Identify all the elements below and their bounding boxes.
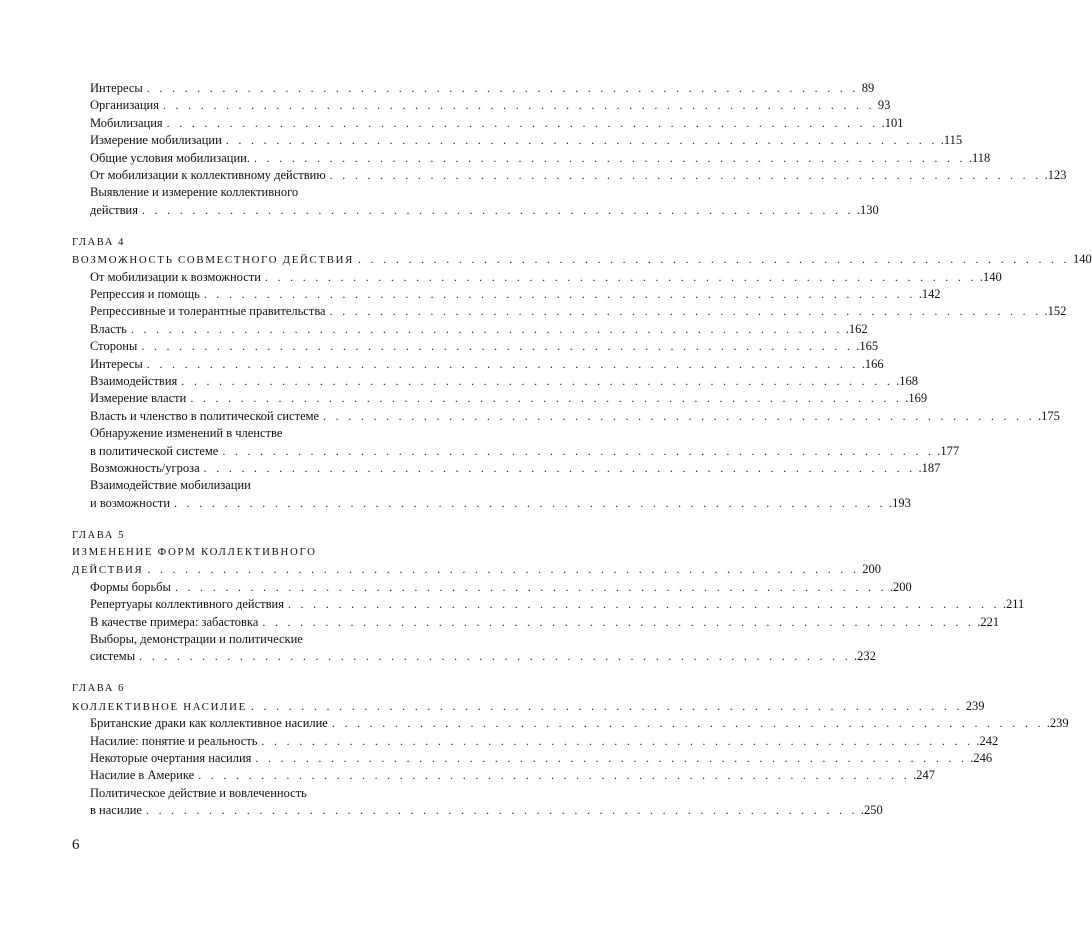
toc-entry	[90, 286, 941, 303]
toc-entry	[90, 767, 935, 784]
entry-page-number: 140	[1070, 251, 1092, 268]
toc-entry	[90, 785, 516, 802]
toc-entry	[90, 390, 928, 407]
dot-leader: . . . . . . . . . . . . . . . . . . . . . . . . . . . . . . . . . . . . . . . . . . . . . . . . . . . . . . . . .	[145, 803, 858, 818]
dot-leader: . . . . . . . . . . . . . . . . . . . . . . . . . . . . . . . . . . . . . . . . . . . . . . . . . . . . . . . . .	[166, 115, 879, 130]
toc-entry	[90, 460, 941, 477]
entry-page-number: .242	[973, 733, 998, 750]
entry-page-number: .187	[916, 460, 941, 477]
entry-text: Интересы	[90, 80, 147, 97]
entry-text: Репертуары коллективного действия	[90, 596, 288, 613]
toc-entry	[90, 477, 516, 494]
entry-page-number: .123	[1042, 167, 1067, 184]
entry-text: в политической системе	[90, 443, 222, 460]
entry-text: Взаимодействия	[90, 373, 181, 390]
toc-entry	[90, 321, 868, 338]
entry-text: и возможности	[90, 495, 174, 512]
entry-text: От мобилизации к возможности	[90, 269, 265, 286]
entry-text: системы	[90, 648, 139, 665]
entry-text: Политическое действие и вовлеченность	[90, 785, 307, 800]
toc-entry	[90, 408, 1060, 425]
entry-text: Выборы, демонстрации и политические	[90, 632, 303, 646]
entry-text: действия	[90, 202, 142, 219]
dot-leader: . . . . . . . . . . . . . . . . . . . . . . . . . . . . . . . . . . . . . . . . . . . . . . . . . . . . . . . . .	[323, 408, 1035, 423]
entry-page-number: .142	[916, 286, 941, 303]
entry-text: Стороны	[90, 338, 141, 355]
entry-text: Организация	[90, 97, 163, 114]
toc-entry	[90, 97, 891, 114]
chapter-title	[72, 561, 882, 578]
dot-leader: . . . . . . . . . . . . . . . . . . . . . . . . . . . . . . . . . . . . . . . . . . . . . . . . . . . . . . . . .	[141, 339, 854, 354]
entry-page-number: 239	[963, 698, 985, 715]
dot-leader: . . . . . . . . . . . . . . . . . . . . . . . . . . . . . . . . . . . . . . . . . . . . . . . . . . . . . . . . .	[181, 373, 894, 388]
dot-leader: . . . . . . . . . . . . . . . . . . . . . . . . . . . . . . . . . . . . . . . . . . . . . . . . . . . . . . . . .	[225, 133, 938, 148]
dot-leader: . . . . . . . . . . . . . . . . . . . . . . . . . . . . . . . . . . . . . . . . . . . . . . . . . . . . . . . . .	[146, 81, 859, 95]
entry-page-number: .165	[853, 338, 878, 355]
dot-leader: . . . . . . . . . . . . . . . . . . . . . . . . . . . . . . . . . . . . . . . . . . . . . . . . . . . . . . . . .	[253, 150, 966, 165]
toc-entry	[90, 443, 960, 460]
dot-leader: . . . . . . . . . . . . . . . . . . . . . . . . . . . . . . . . . . . . . . . . . . . . . . . . . . . . . . . . .	[190, 391, 903, 406]
toc-entry	[90, 269, 1002, 286]
entry-page-number: .166	[859, 356, 884, 373]
entry-text: ДЕЙСТВИЯ	[72, 562, 147, 579]
entry-page-number: .168	[893, 373, 918, 390]
toc-entry	[90, 303, 1067, 320]
entry-text: Измерение мобилизации	[90, 132, 226, 149]
dot-leader: . . . . . . . . . . . . . . . . . . . . . . . . . . . . . . . . . . . . . . . . . . . . . . . . . . . . . . . . .	[147, 562, 860, 577]
entry-text: ВОЗМОЖНОСТЬ СОВМЕСТНОГО ДЕЙСТВИЯ	[72, 252, 358, 269]
dot-leader: . . . . . . . . . . . . . . . . . . . . . . . . . . . . . . . . . . . . . . . . . . . . . . . . . . . . . . . . .	[174, 579, 887, 594]
toc-entry	[90, 150, 991, 167]
toc-entry	[90, 425, 516, 442]
entry-page-number: .193	[886, 495, 911, 512]
toc-entry	[90, 596, 1025, 613]
entry-text: Интересы	[90, 356, 147, 373]
toc-entry	[90, 132, 963, 149]
entry-page-number: .250	[858, 802, 883, 819]
chapter-label: ГЛАВА 6	[72, 683, 125, 695]
entry-page-number: .115	[938, 132, 962, 149]
entry-text: Власть	[90, 321, 131, 338]
dot-leader: . . . . . . . . . . . . . . . . . . . . . . . . . . . . . . . . . . . . . . . . . . . . . . . . . . . . . . . . .	[203, 286, 916, 301]
entry-page-number: 89	[859, 80, 875, 97]
toc-entry	[90, 579, 912, 596]
toc-entry	[90, 373, 919, 390]
chapter-title	[72, 544, 516, 561]
dot-leader: . . . . . . . . . . . . . . . . . . . . . . . . . . . . . . . . . . . . . . . . . . . . . . . . . . . . . . . . .	[331, 716, 1044, 731]
entry-page-number: .140	[977, 269, 1002, 286]
entry-page-number: .175	[1035, 408, 1060, 425]
toc-entry	[90, 750, 993, 767]
dot-leader: . . . . . . . . . . . . . . . . . . . . . . . . . . . . . . . . . . . . . . . . . . . . . . . . . . . . . . . . .	[329, 168, 1042, 182]
dot-leader: . . . . . . . . . . . . . . . . . . . . . . . . . . . . . . . . . . . . . . . . . . . . . . . . . . . . . . . . .	[141, 202, 854, 217]
entry-text: Обнаружение изменений в членстве	[90, 426, 283, 441]
dot-leader: . . . . . . . . . . . . . . . . . . . . . . . . . . . . . . . . . . . . . . . . . . . . . . . . . . . . . . . . .	[264, 269, 977, 284]
toc-entry	[90, 648, 876, 665]
chapter-label: ГЛАВА 5	[72, 529, 125, 541]
dot-leader: . . . . . . . . . . . . . . . . . . . . . . . . . . . . . . . . . . . . . . . . . . . . . . . . . . . . . . . . .	[203, 460, 916, 475]
dot-leader: . . . . . . . . . . . . . . . . . . . . . . . . . . . . . . . . . . . . . . . . . . . . . . . . . . . . . . . . .	[250, 698, 963, 713]
toc-entry	[90, 202, 879, 219]
entry-page-number: .200	[887, 579, 912, 596]
entry-text: в насилие	[90, 802, 146, 819]
entry-page-number: .118	[966, 150, 990, 167]
entry-page-number: .162	[843, 321, 868, 338]
dot-leader: . . . . . . . . . . . . . . . . . . . . . . . . . . . . . . . . . . . . . . . . . . . . . . . . . . . . . . . . .	[198, 768, 911, 783]
dot-leader: . . . . . . . . . . . . . . . . . . . . . . . . . . . . . . . . . . . . . . . . . . . . . . . . . . . . . . . . .	[287, 597, 1000, 612]
entry-page-number: .239	[1044, 715, 1069, 732]
entry-text: От мобилизации к коллективному действию	[90, 167, 330, 184]
dot-leader: . . . . . . . . . . . . . . . . . . . . . . . . . . . . . . . . . . . . . . . . . . . . . . . . . . . . . . . . .	[162, 98, 875, 113]
entry-page-number: .101	[879, 115, 904, 132]
toc-entry	[90, 802, 883, 819]
entry-page-number: .221	[974, 614, 999, 631]
entry-text: КОЛЛЕКТИВНОЕ НАСИЛИЕ	[72, 699, 251, 716]
entry-text: Взаимодействие мобилизации	[90, 478, 251, 493]
entry-text: Репрессия и помощь	[90, 286, 204, 303]
toc-entry	[90, 338, 879, 355]
toc-entry	[90, 614, 1000, 631]
dot-leader: . . . . . . . . . . . . . . . . . . . . . . . . . . . . . . . . . . . . . . . . . . . . . . . . . . . . . . . . .	[261, 733, 974, 748]
dot-leader: . . . . . . . . . . . . . . . . . . . . . . . . . . . . . . . . . . . . . . . . . . . . . . . . . . . . . . . . .	[174, 495, 886, 510]
chapter-title	[72, 698, 985, 715]
entry-text: Выявление и измерение коллективного	[90, 185, 299, 200]
entry-text: Мобилизация	[90, 115, 167, 132]
toc-entry	[90, 115, 904, 132]
toc-entry	[90, 167, 1067, 184]
entry-text: Власть и членство в политической системе	[90, 408, 323, 425]
entry-text: Репрессивные и толерантные правительства	[90, 303, 330, 320]
dot-leader: . . . . . . . . . . . . . . . . . . . . . . . . . . . . . . . . . . . . . . . . . . . . . . . . . . . . . . . . .	[329, 304, 1042, 319]
dot-leader: . . . . . . . . . . . . . . . . . . . . . . . . . . . . . . . . . . . . . . . . . . . . . . . . . . . . . . . . .	[262, 614, 975, 629]
toc-entry	[90, 495, 911, 512]
entry-text: Общие условия мобилизации.	[90, 150, 254, 167]
entry-text: ИЗМЕНЕНИЕ ФОРМ КОЛЛЕКТИВНОГО	[72, 544, 317, 561]
chapter-label: ГЛАВА 4	[72, 236, 125, 248]
entry-text: В качестве примера: забастовка	[90, 614, 262, 631]
entry-text: Насилие в Америке	[90, 767, 198, 784]
dot-leader: . . . . . . . . . . . . . . . . . . . . . . . . . . . . . . . . . . . . . . . . . . . . . . . . . . . . . . . . .	[130, 321, 843, 336]
toc-entry	[90, 356, 884, 373]
entry-text: Насилие: понятие и реальность	[90, 733, 261, 750]
entry-page-number: .246	[967, 750, 992, 767]
dot-leader: . . . . . . . . . . . . . . . . . . . . . . . . . . . . . . . . . . . . . . . . . . . . . . . . . . . . . . . . .	[146, 356, 859, 371]
dot-leader: . . . . . . . . . . . . . . . . . . . . . . . . . . . . . . . . . . . . . . . . . . . . . . . . . . . . . . . . .	[358, 252, 1070, 267]
entry-page-number: 200	[859, 561, 881, 578]
dot-leader: . . . . . . . . . . . . . . . . . . . . . . . . . . . . . . . . . . . . . . . . . . . . . . . . . . . . . . . . .	[139, 649, 852, 664]
toc-entry	[90, 715, 1069, 732]
entry-page-number: 93	[875, 97, 891, 114]
entry-text: Формы борьбы	[90, 579, 175, 596]
entry-page-number: .152	[1042, 303, 1067, 320]
toc-entry	[90, 184, 516, 201]
entry-page-number: .169	[902, 390, 927, 407]
entry-text: Некоторые очертания насилия	[90, 750, 255, 767]
toc-entry	[90, 733, 999, 750]
entry-text: Возможность/угроза	[90, 460, 204, 477]
entry-page-number: .232	[851, 648, 876, 665]
chapter-title	[72, 251, 1092, 268]
toc-entry	[90, 631, 516, 648]
entry-text: Британские драки как коллективное насилие	[90, 715, 332, 732]
entry-page-number: .211	[1000, 596, 1024, 613]
entry-text: Измерение власти	[90, 390, 190, 407]
dot-leader: . . . . . . . . . . . . . . . . . . . . . . . . . . . . . . . . . . . . . . . . . . . . . . . . . . . . . . . . .	[222, 443, 935, 458]
page-number: 6	[72, 837, 80, 853]
entry-page-number: .130	[854, 202, 879, 219]
entry-page-number: .177	[934, 443, 959, 460]
entry-page-number: .247	[910, 767, 935, 784]
dot-leader: . . . . . . . . . . . . . . . . . . . . . . . . . . . . . . . . . . . . . . . . . . . . . . . . . . . . . . . . .	[255, 750, 968, 765]
toc-entry	[90, 80, 875, 97]
